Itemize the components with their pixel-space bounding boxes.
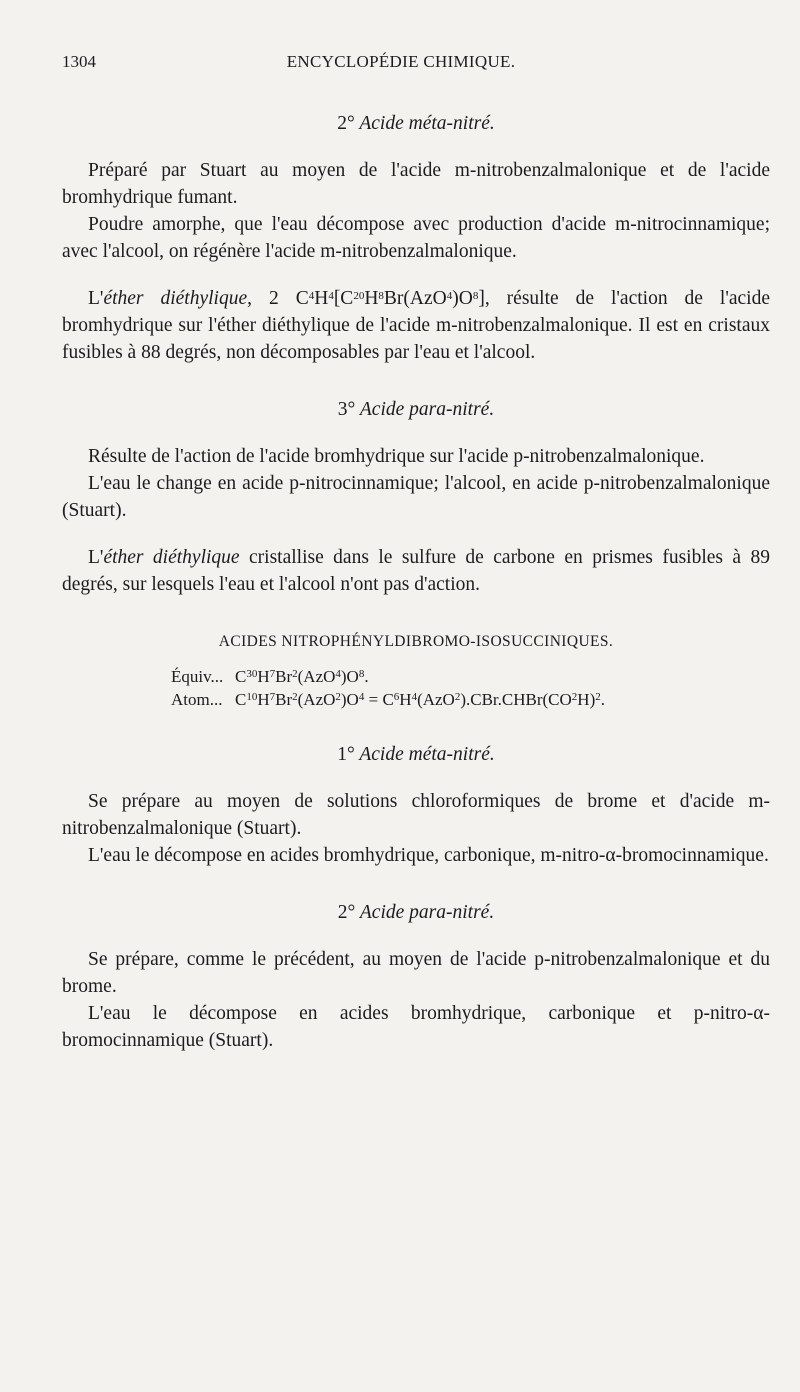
paragraph: Se prépare au moyen de solutions chloroformiques de brome et d'acide m-nitrobenzalmalonique (Stuart). <box>62 791 770 839</box>
section-heading-meta-2: 1° Acide méta-nitré. <box>337 744 495 765</box>
paragraph: L'eau le change en acide p-nitrocinnamique; l'alcool, en acide p-nitrobenzalmalonique (Stuart). <box>62 473 770 521</box>
section-heading-para: 3° Acide para-nitré. <box>337 399 495 420</box>
running-title: ENCYCLOPÉDIE CHIMIQUE. <box>286 52 516 71</box>
paragraph: Résulte de l'action de l'acide bromhydrique sur l'acide p-nitrobenzalmalonique. <box>88 446 705 467</box>
paragraph: L'eau le décompose en acides bromhydrique, carbonique, m-nitro-α-bromocinnamique. <box>88 845 769 866</box>
paragraph-ether-meta: L'éther diéthylique, 2 $C^4H^4[C^{20}H^8Br(AzO^4)O^8]$, résulte de l'action de l'acide bromhydrique sur l'éther diéthylique de l'acide m-nitrobenzalmalonique. Il est en cristaux fusibles à 88 degrés, non décomposables par l'eau et l'alcool. <box>62 288 770 363</box>
formula-equiv: Équiv... $C^{30}H^7Br^2(AzO^4)O^8$. <box>171 667 369 686</box>
paragraph-ether-para: L'éther diéthylique cristallise dans le sulfure de carbone en prismes fusibles à 89 degrés, sur lesquels l'eau et l'alcool n'ont pas d'action. <box>62 547 771 595</box>
paragraph: Préparé par Stuart au moyen de l'acide m-nitrobenzalmalonique et de l'acide bromhydrique fumant. <box>62 160 770 208</box>
section-heading-para-2: 2° Acide para-nitré. <box>337 902 495 923</box>
paragraph: L'eau le décompose en acides bromhydrique, carbonique et p-nitro-α-bromocinnamique (Stuart). <box>62 1003 770 1051</box>
paragraph: Se prépare, comme le précédent, au moyen de l'acide p-nitrobenzalmalonique et du brome. <box>62 949 770 997</box>
group-title: ACIDES NITROPHÉNYLDIBROMO-ISOSUCCINIQUES. <box>218 633 614 650</box>
body-text <box>62 110 770 1054</box>
page-header <box>62 52 740 82</box>
section-heading-meta: 2° Acide méta-nitré. <box>337 113 495 134</box>
formula-atom: Atom... $C^{10}H^7Br^2(AzO^2)O^4$ = $C^6H^4(AzO^2).CBr.CHBr(CO^2H)^2$. <box>171 690 605 709</box>
paragraph: Poudre amorphe, que l'eau décompose avec production d'acide m-nitrocinnamique; avec l'alcool, on régénère l'acide m-nitrobenzalmalonique. <box>62 214 770 262</box>
page-number: 1304 <box>62 52 96 71</box>
